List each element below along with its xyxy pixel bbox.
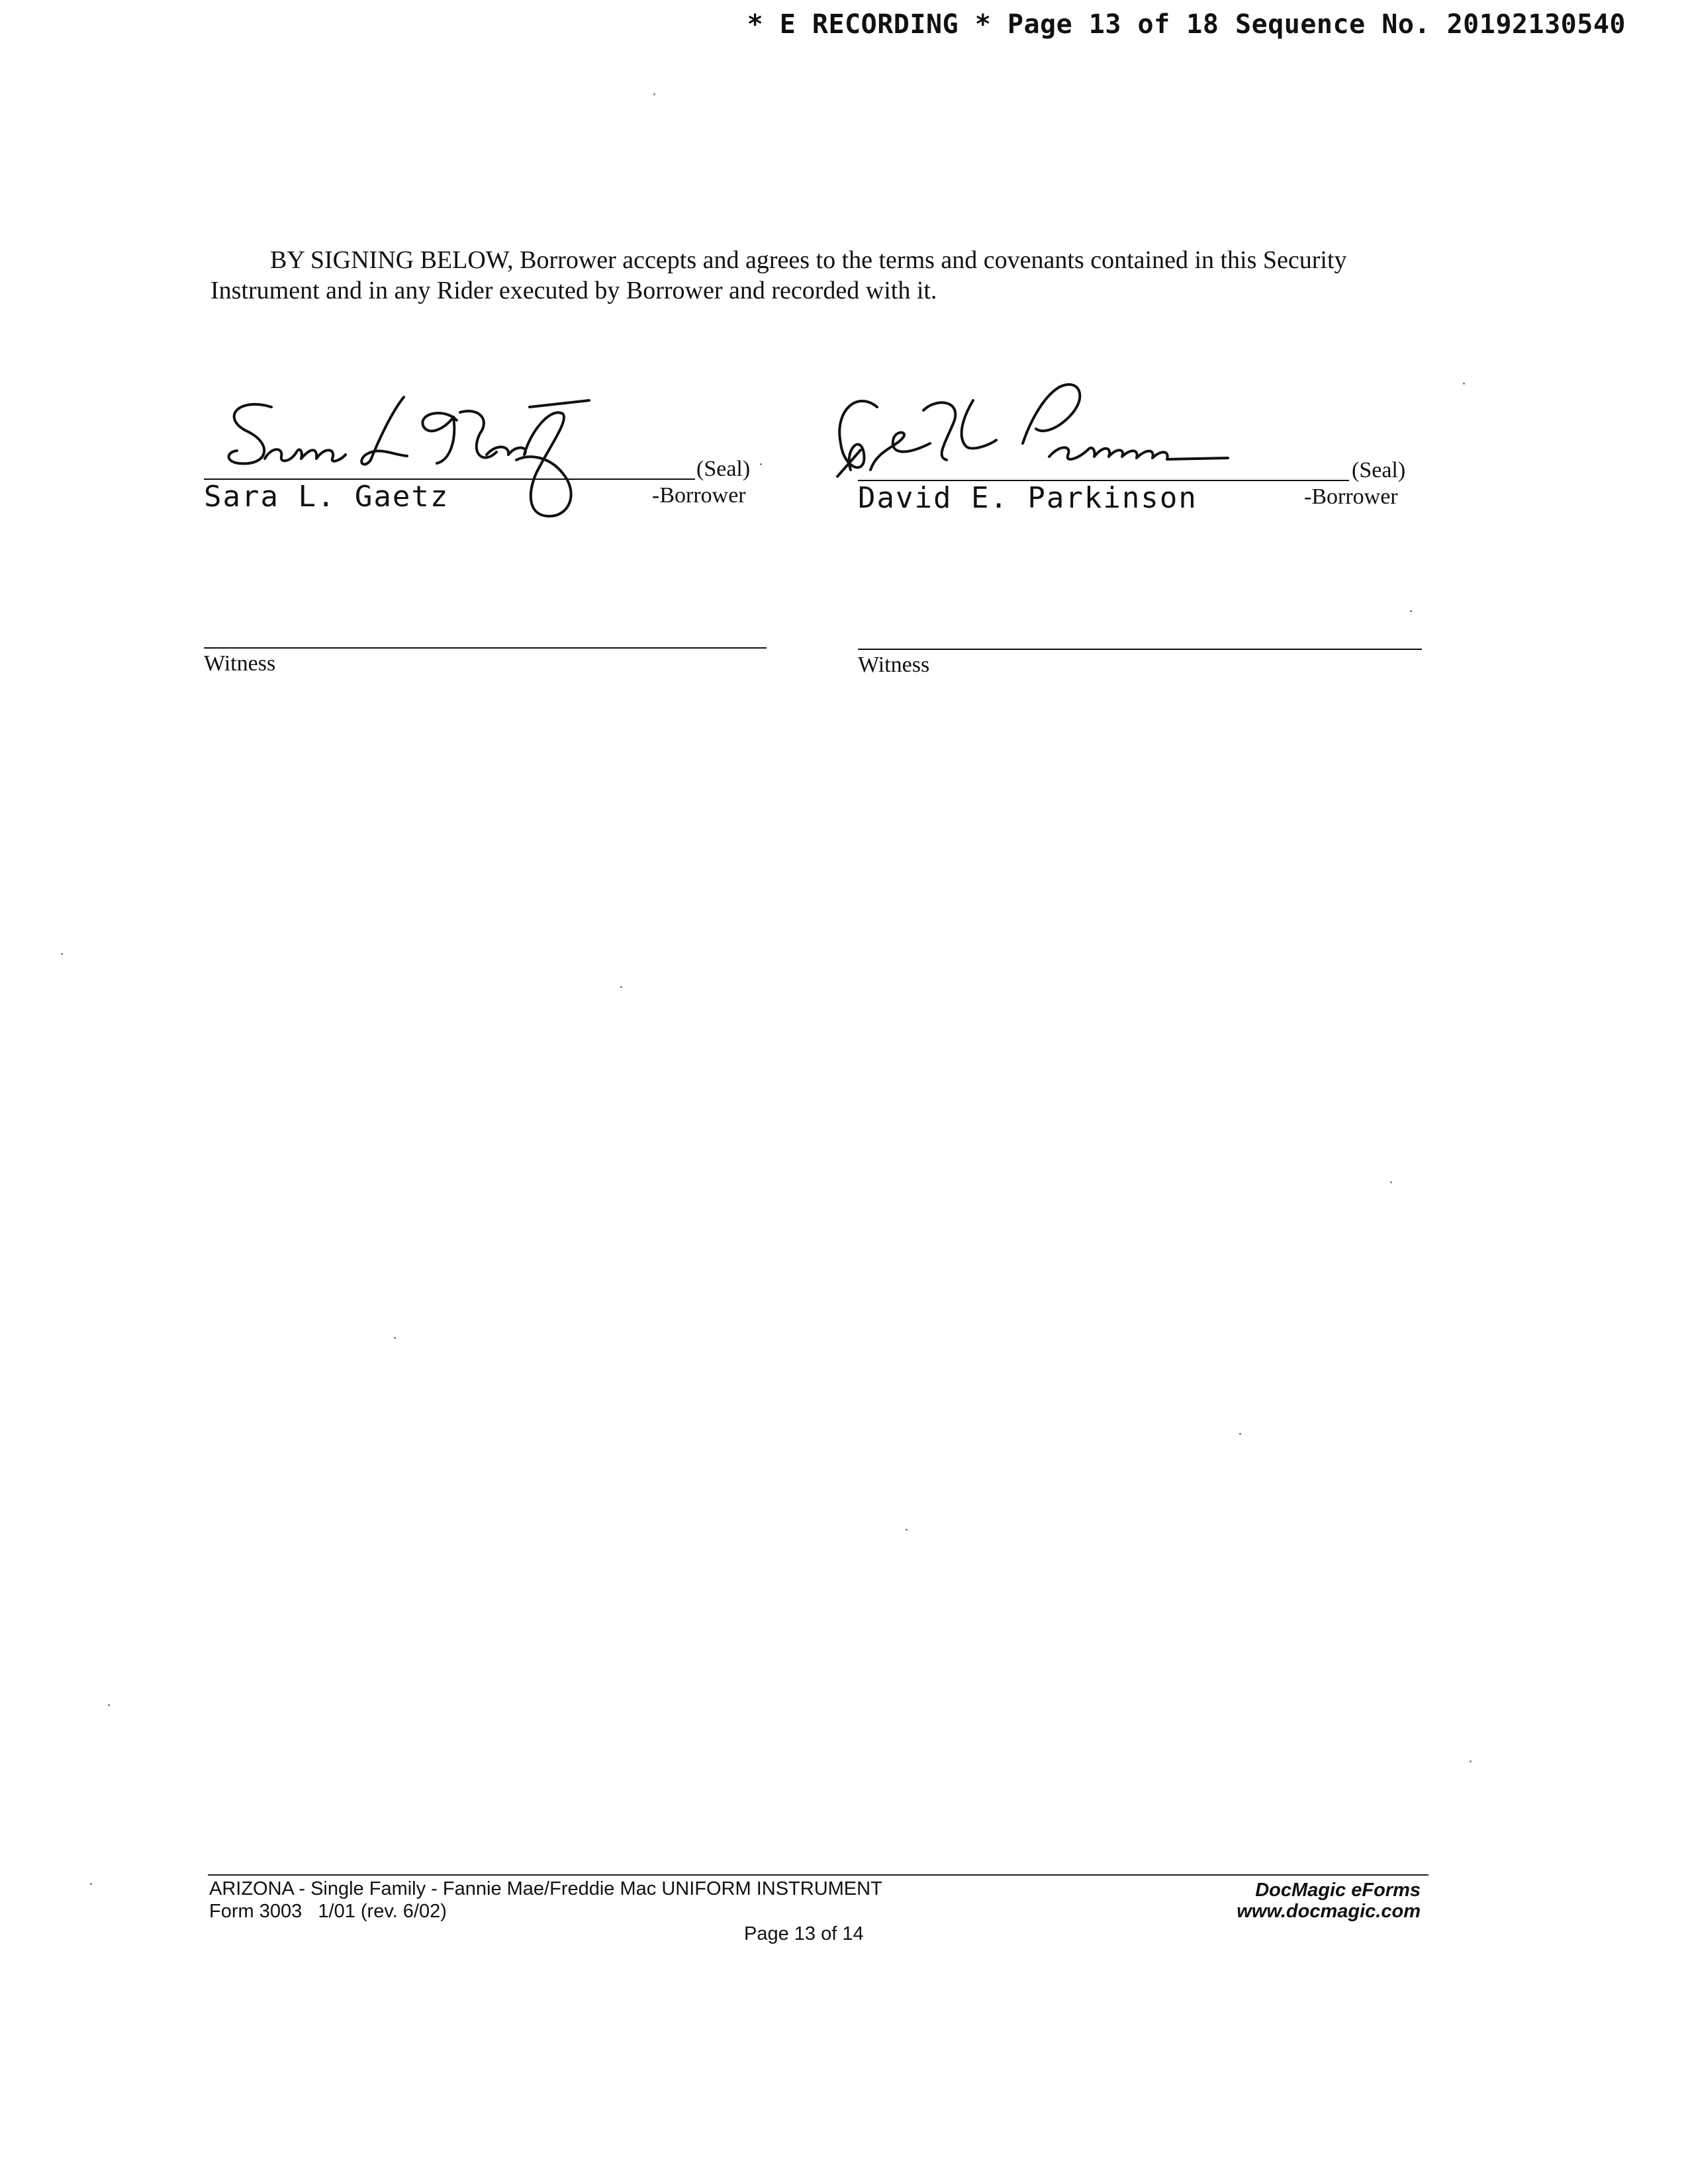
footer-form-number: Form 3003 1/01 (rev. 6/02) <box>209 1901 447 1922</box>
scan-speck <box>760 463 762 465</box>
printed-name-right: David E. Parkinson <box>858 481 1197 515</box>
acknowledgment-text: BY SIGNING BELOW, Borrower accepts and agrees to the terms and covenants contained in this Security Instrument and in any Rider executed by Borrower and recorded with it. <box>211 246 1347 304</box>
footer-form-title: ARIZONA - Single Family - Fannie Mae/Freddie Mac UNIFORM INSTRUMENT <box>209 1878 882 1899</box>
witness-line-left <box>204 647 767 649</box>
scan-speck <box>1470 1760 1472 1762</box>
role-label-left: -Borrower <box>652 483 746 508</box>
scan-speck <box>653 93 655 95</box>
footer-rule <box>208 1874 1429 1876</box>
seal-label-left: (Seal) <box>696 457 751 481</box>
seal-label-right: (Seal) <box>1352 458 1406 482</box>
witness-line-right <box>858 649 1422 650</box>
witness-label-right: Witness <box>858 653 930 677</box>
scan-speck <box>1239 1433 1241 1435</box>
recording-header: * E RECORDING * Page 13 of 18 Sequence No. 20192130540 <box>747 9 1626 40</box>
footer-brand-logo: DocMagic eForms <box>1255 1880 1421 1901</box>
witness-label-left: Witness <box>204 651 276 676</box>
role-label-right: -Borrower <box>1304 484 1398 509</box>
footer-website: www.docmagic.com <box>1237 1901 1421 1922</box>
scan-speck <box>108 1704 110 1706</box>
scan-speck <box>620 986 622 988</box>
scan-speck <box>1390 1181 1392 1183</box>
scan-speck <box>906 1529 908 1531</box>
scan-speck <box>61 953 63 955</box>
scan-speck <box>1410 610 1412 612</box>
scan-speck <box>90 1883 92 1885</box>
scan-speck <box>394 1337 396 1339</box>
scan-speck <box>1463 383 1465 385</box>
acknowledgment-paragraph <box>211 245 1442 306</box>
footer-page-number: Page 13 of 14 <box>744 1923 864 1944</box>
printed-name-left: Sara L. Gaetz <box>204 480 449 514</box>
